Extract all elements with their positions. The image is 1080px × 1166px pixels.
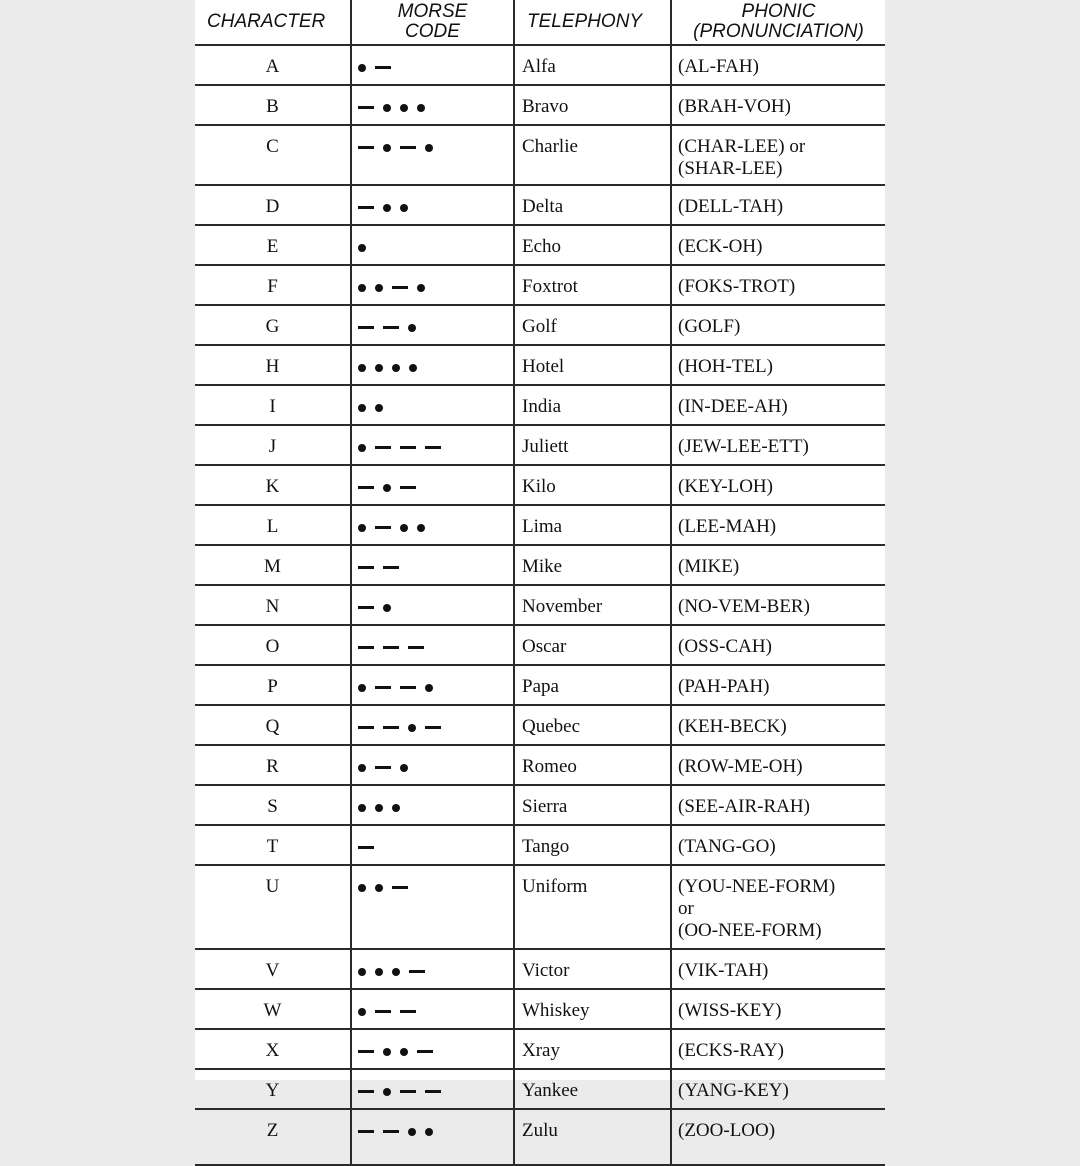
morse-dot <box>400 104 408 112</box>
phonic-cell <box>671 225 885 265</box>
telephony-cell: Delta <box>514 185 671 225</box>
phonic-line: (DELL-TAH) <box>678 196 784 217</box>
table-row <box>195 125 885 185</box>
phonic-line: (FOKS-TROT) <box>678 276 796 297</box>
character-cell: Q <box>195 705 351 745</box>
morse-dot <box>383 484 391 492</box>
morse-dash <box>358 106 374 109</box>
morse-code-cell <box>351 545 514 585</box>
table-row <box>195 585 885 625</box>
header-text: CHARACTER <box>207 11 326 32</box>
telephony-cell: Oscar <box>514 625 671 665</box>
phonic-line: (OSS-CAH) <box>678 636 772 657</box>
character-cell: F <box>195 265 351 305</box>
morse-dash <box>392 286 408 289</box>
phonic-cell <box>671 385 885 425</box>
phonic-cell <box>671 1109 885 1165</box>
morse-dash <box>392 886 408 889</box>
morse-dash <box>375 66 391 69</box>
telephony-cell: Papa <box>514 665 671 705</box>
morse-sequence <box>358 876 417 898</box>
morse-sequence <box>358 436 450 458</box>
telephony-cell: Kilo <box>514 465 671 505</box>
telephony-cell: Whiskey <box>514 989 671 1029</box>
character-cell: K <box>195 465 351 505</box>
morse-dot <box>358 764 366 772</box>
table-row <box>195 865 885 949</box>
morse-dash <box>375 686 391 689</box>
morse-code-cell <box>351 585 514 625</box>
phonic-cell <box>671 989 885 1029</box>
telephony-cell: Hotel <box>514 345 671 385</box>
phonic-line: (PAH-PAH) <box>678 676 770 697</box>
phonic-cell <box>671 585 885 625</box>
character-cell: N <box>195 585 351 625</box>
morse-dot <box>375 284 383 292</box>
character-cell: A <box>195 45 351 85</box>
phonic-line: (WISS-KEY) <box>678 1000 782 1021</box>
phonic-cell <box>671 1029 885 1069</box>
morse-sequence <box>358 356 426 378</box>
morse-dot <box>358 524 366 532</box>
morse-dash <box>358 1050 374 1053</box>
header-text: PHONIC <box>741 1 816 22</box>
phonic-cell <box>671 705 885 745</box>
morse-dot <box>358 684 366 692</box>
phonic-cell <box>671 825 885 865</box>
morse-dash <box>375 526 391 529</box>
morse-code-cell <box>351 125 514 185</box>
morse-dash <box>358 486 374 489</box>
morse-dash <box>409 970 425 973</box>
morse-sequence <box>358 276 434 298</box>
morse-dash <box>383 726 399 729</box>
character-cell: E <box>195 225 351 265</box>
table-row <box>195 385 885 425</box>
header-text: CODE <box>405 21 460 42</box>
header-text: TELEPHONY <box>527 11 643 32</box>
morse-dash <box>408 646 424 649</box>
phonic-cell <box>671 665 885 705</box>
header-text: MORSE <box>397 1 468 22</box>
morse-sequence <box>358 796 409 818</box>
telephony-cell: Foxtrot <box>514 265 671 305</box>
morse-sequence <box>358 196 417 218</box>
morse-sequence <box>358 556 408 578</box>
morse-dot <box>358 444 366 452</box>
morse-dot <box>383 1048 391 1056</box>
morse-dash <box>358 206 374 209</box>
character-cell: H <box>195 345 351 385</box>
table-row <box>195 989 885 1029</box>
telephony-cell: Lima <box>514 505 671 545</box>
morse-sequence <box>358 476 425 498</box>
telephony-cell: Quebec <box>514 705 671 745</box>
morse-dash <box>383 1130 399 1133</box>
morse-code-cell <box>351 1109 514 1165</box>
table-row <box>195 265 885 305</box>
morse-dot <box>375 804 383 812</box>
morse-dash <box>425 446 441 449</box>
phonic-cell <box>671 305 885 345</box>
character-cell: M <box>195 545 351 585</box>
morse-dot <box>400 764 408 772</box>
morse-sequence <box>358 396 392 418</box>
phonic-line: (ECK-OH) <box>678 236 763 257</box>
morse-dash <box>400 446 416 449</box>
morse-sequence <box>358 716 450 738</box>
morse-dot <box>400 1048 408 1056</box>
phonic-line: (KEY-LOH) <box>678 476 773 497</box>
character-cell: R <box>195 745 351 785</box>
morse-dash <box>383 646 399 649</box>
telephony-cell: Yankee <box>514 1069 671 1109</box>
phonic-line: (JEW-LEE-ETT) <box>678 436 809 457</box>
phonic-line: (ZOO-LOO) <box>678 1120 776 1141</box>
morse-dash <box>358 1090 374 1093</box>
phonic-cell <box>671 865 885 949</box>
morse-sequence <box>358 56 400 78</box>
morse-code-cell <box>351 1029 514 1069</box>
morse-sequence <box>358 516 434 538</box>
character-cell: I <box>195 385 351 425</box>
telephony-cell: Xray <box>514 1029 671 1069</box>
telephony-cell: Charlie <box>514 125 671 185</box>
morse-sequence <box>358 1120 442 1142</box>
morse-dash <box>383 566 399 569</box>
morse-dot <box>425 1128 433 1136</box>
table-row <box>195 1029 885 1069</box>
telephony-cell: Bravo <box>514 85 671 125</box>
phonic-line: (MIKE) <box>678 556 740 577</box>
phonic-cell <box>671 1069 885 1109</box>
morse-code-cell <box>351 505 514 545</box>
phonic-line: (GOLF) <box>678 316 741 337</box>
phonic-line: (SEE-AIR-RAH) <box>678 796 810 817</box>
phonic-line: (YANG-KEY) <box>678 1080 789 1101</box>
morse-dot <box>358 1008 366 1016</box>
morse-dot <box>358 404 366 412</box>
phonic-line: (AL-FAH) <box>678 56 759 77</box>
phonic-line: (CHAR-LEE) or <box>678 136 806 157</box>
telephony-cell: India <box>514 385 671 425</box>
morse-dash <box>400 1090 416 1093</box>
table-row <box>195 505 885 545</box>
morse-sequence <box>358 676 442 698</box>
telephony-cell: Romeo <box>514 745 671 785</box>
morse-dash <box>400 686 416 689</box>
morse-dash <box>358 1130 374 1133</box>
table-header-row <box>195 0 885 45</box>
character-cell: P <box>195 665 351 705</box>
morse-dot <box>383 144 391 152</box>
morse-dot <box>392 804 400 812</box>
telephony-cell: Golf <box>514 305 671 345</box>
character-cell: J <box>195 425 351 465</box>
morse-dot <box>383 604 391 612</box>
table-row <box>195 745 885 785</box>
morse-dash <box>358 646 374 649</box>
phonic-line: (BRAH-VOH) <box>678 96 791 117</box>
phonic-line: (NO-VEM-BER) <box>678 596 810 617</box>
phonic-line: (LEE-MAH) <box>678 516 777 537</box>
morse-dash <box>400 1010 416 1013</box>
morse-sequence <box>358 596 400 618</box>
morse-sequence <box>358 236 375 258</box>
telephony-cell: November <box>514 585 671 625</box>
morse-dot <box>375 968 383 976</box>
morse-dash <box>358 726 374 729</box>
morse-dash <box>375 766 391 769</box>
morse-dot <box>392 364 400 372</box>
morse-dash <box>425 1090 441 1093</box>
morse-dot <box>425 684 433 692</box>
table-row <box>195 45 885 85</box>
table-row <box>195 705 885 745</box>
phonic-cell <box>671 185 885 225</box>
table-row <box>195 785 885 825</box>
morse-dash <box>375 446 391 449</box>
morse-dash <box>417 1050 433 1053</box>
morse-sequence <box>358 136 442 158</box>
phonic-cell <box>671 625 885 665</box>
phonic-cell <box>671 949 885 989</box>
character-cell: W <box>195 989 351 1029</box>
morse-sequence <box>358 636 433 658</box>
morse-sequence <box>358 756 417 778</box>
character-cell: Z <box>195 1109 351 1165</box>
morse-dash <box>375 1010 391 1013</box>
morse-dash <box>400 146 416 149</box>
header-text: (PRONUNCIATION) <box>693 21 864 42</box>
morse-dot <box>417 104 425 112</box>
morse-dash <box>383 326 399 329</box>
morse-code-cell <box>351 785 514 825</box>
morse-dot <box>417 284 425 292</box>
phonic-cell <box>671 745 885 785</box>
morse-dot <box>400 524 408 532</box>
morse-dot <box>358 884 366 892</box>
character-cell: C <box>195 125 351 185</box>
telephony-cell: Juliett <box>514 425 671 465</box>
morse-code-cell <box>351 745 514 785</box>
phonic-cell <box>671 345 885 385</box>
morse-code-cell <box>351 345 514 385</box>
morse-dash <box>358 566 374 569</box>
table-row <box>195 185 885 225</box>
table-row <box>195 425 885 465</box>
table-row <box>195 665 885 705</box>
telephony-cell: Sierra <box>514 785 671 825</box>
morse-sequence <box>358 1000 425 1022</box>
header-morse-code <box>351 0 514 45</box>
character-cell: L <box>195 505 351 545</box>
morse-dot <box>417 524 425 532</box>
table-row <box>195 305 885 345</box>
morse-sequence <box>358 316 425 338</box>
morse-dot <box>375 364 383 372</box>
morse-dot <box>383 104 391 112</box>
character-cell: V <box>195 949 351 989</box>
morse-code-cell <box>351 1069 514 1109</box>
phonic-line: (HOH-TEL) <box>678 356 773 377</box>
character-cell: O <box>195 625 351 665</box>
morse-dash <box>425 726 441 729</box>
morse-dash <box>400 486 416 489</box>
morse-sequence <box>358 1040 442 1062</box>
morse-code-cell <box>351 705 514 745</box>
phonic-cell <box>671 465 885 505</box>
telephony-cell: Mike <box>514 545 671 585</box>
morse-code-cell <box>351 989 514 1029</box>
character-cell: B <box>195 85 351 125</box>
phonic-line: (ROW-ME-OH) <box>678 756 803 777</box>
morse-dot <box>383 204 391 212</box>
morse-code-cell <box>351 665 514 705</box>
phonic-line: or <box>678 898 694 919</box>
morse-code-cell <box>351 85 514 125</box>
header-character <box>195 0 351 45</box>
phonic-cell <box>671 505 885 545</box>
morse-dot <box>400 204 408 212</box>
telephony-cell: Tango <box>514 825 671 865</box>
morse-dot <box>375 404 383 412</box>
table-row <box>195 85 885 125</box>
character-cell: G <box>195 305 351 345</box>
table-row <box>195 949 885 989</box>
phonic-line: (YOU-NEE-FORM) <box>678 876 836 897</box>
phonetic-alphabet-table <box>195 0 885 1166</box>
morse-sequence <box>358 96 434 118</box>
character-cell: X <box>195 1029 351 1069</box>
phonic-line: (VIK-TAH) <box>678 960 769 981</box>
character-cell: S <box>195 785 351 825</box>
phonic-line: (ECKS-RAY) <box>678 1040 784 1061</box>
morse-dash <box>358 846 374 849</box>
morse-code-cell <box>351 265 514 305</box>
morse-code-cell <box>351 385 514 425</box>
character-cell: U <box>195 865 351 949</box>
morse-dot <box>408 324 416 332</box>
morse-dot <box>358 968 366 976</box>
table-row <box>195 465 885 505</box>
phonic-cell <box>671 85 885 125</box>
morse-dot <box>358 244 366 252</box>
phonic-line: (OO-NEE-FORM) <box>678 920 822 941</box>
header-telephony <box>514 0 671 45</box>
morse-dot <box>358 364 366 372</box>
character-cell: T <box>195 825 351 865</box>
morse-code-cell <box>351 625 514 665</box>
morse-dot <box>383 1088 391 1096</box>
phonic-cell <box>671 425 885 465</box>
phonic-cell <box>671 125 885 185</box>
morse-code-cell <box>351 225 514 265</box>
morse-code-cell <box>351 425 514 465</box>
table-row <box>195 225 885 265</box>
telephony-cell: Zulu <box>514 1109 671 1165</box>
telephony-cell: Echo <box>514 225 671 265</box>
table-row <box>195 1109 885 1165</box>
morse-code-cell <box>351 465 514 505</box>
phonic-line: (TANG-GO) <box>678 836 776 857</box>
phonic-line: (IN-DEE-AH) <box>678 396 788 417</box>
morse-code-cell <box>351 45 514 85</box>
phonic-cell <box>671 45 885 85</box>
table-row <box>195 1069 885 1109</box>
phonic-line: (SHAR-LEE) <box>678 158 783 179</box>
morse-dash <box>358 326 374 329</box>
phonic-cell <box>671 265 885 305</box>
phonic-line: (KEH-BECK) <box>678 716 787 737</box>
morse-dash <box>358 606 374 609</box>
morse-dot <box>392 968 400 976</box>
morse-dot <box>375 884 383 892</box>
morse-dot <box>408 1128 416 1136</box>
morse-dot <box>358 804 366 812</box>
telephony-cell: Uniform <box>514 865 671 949</box>
morse-sequence <box>358 960 434 982</box>
morse-dot <box>408 724 416 732</box>
morse-dot <box>409 364 417 372</box>
morse-code-cell <box>351 949 514 989</box>
morse-dot <box>425 144 433 152</box>
table-body <box>195 45 885 1165</box>
table-row <box>195 625 885 665</box>
character-cell: Y <box>195 1069 351 1109</box>
telephony-cell: Alfa <box>514 45 671 85</box>
phonic-cell <box>671 785 885 825</box>
morse-code-document <box>195 0 885 1141</box>
telephony-cell: Victor <box>514 949 671 989</box>
phonic-cell <box>671 545 885 585</box>
morse-dash <box>358 146 374 149</box>
table-row <box>195 545 885 585</box>
morse-code-cell <box>351 185 514 225</box>
header-phonic <box>671 0 885 45</box>
morse-code-cell <box>351 825 514 865</box>
morse-code-cell <box>351 305 514 345</box>
morse-dot <box>358 284 366 292</box>
morse-dot <box>358 64 366 72</box>
morse-sequence <box>358 836 383 858</box>
table-row <box>195 825 885 865</box>
morse-sequence <box>358 1080 450 1102</box>
morse-code-cell <box>351 865 514 949</box>
character-cell: D <box>195 185 351 225</box>
table-row <box>195 345 885 385</box>
